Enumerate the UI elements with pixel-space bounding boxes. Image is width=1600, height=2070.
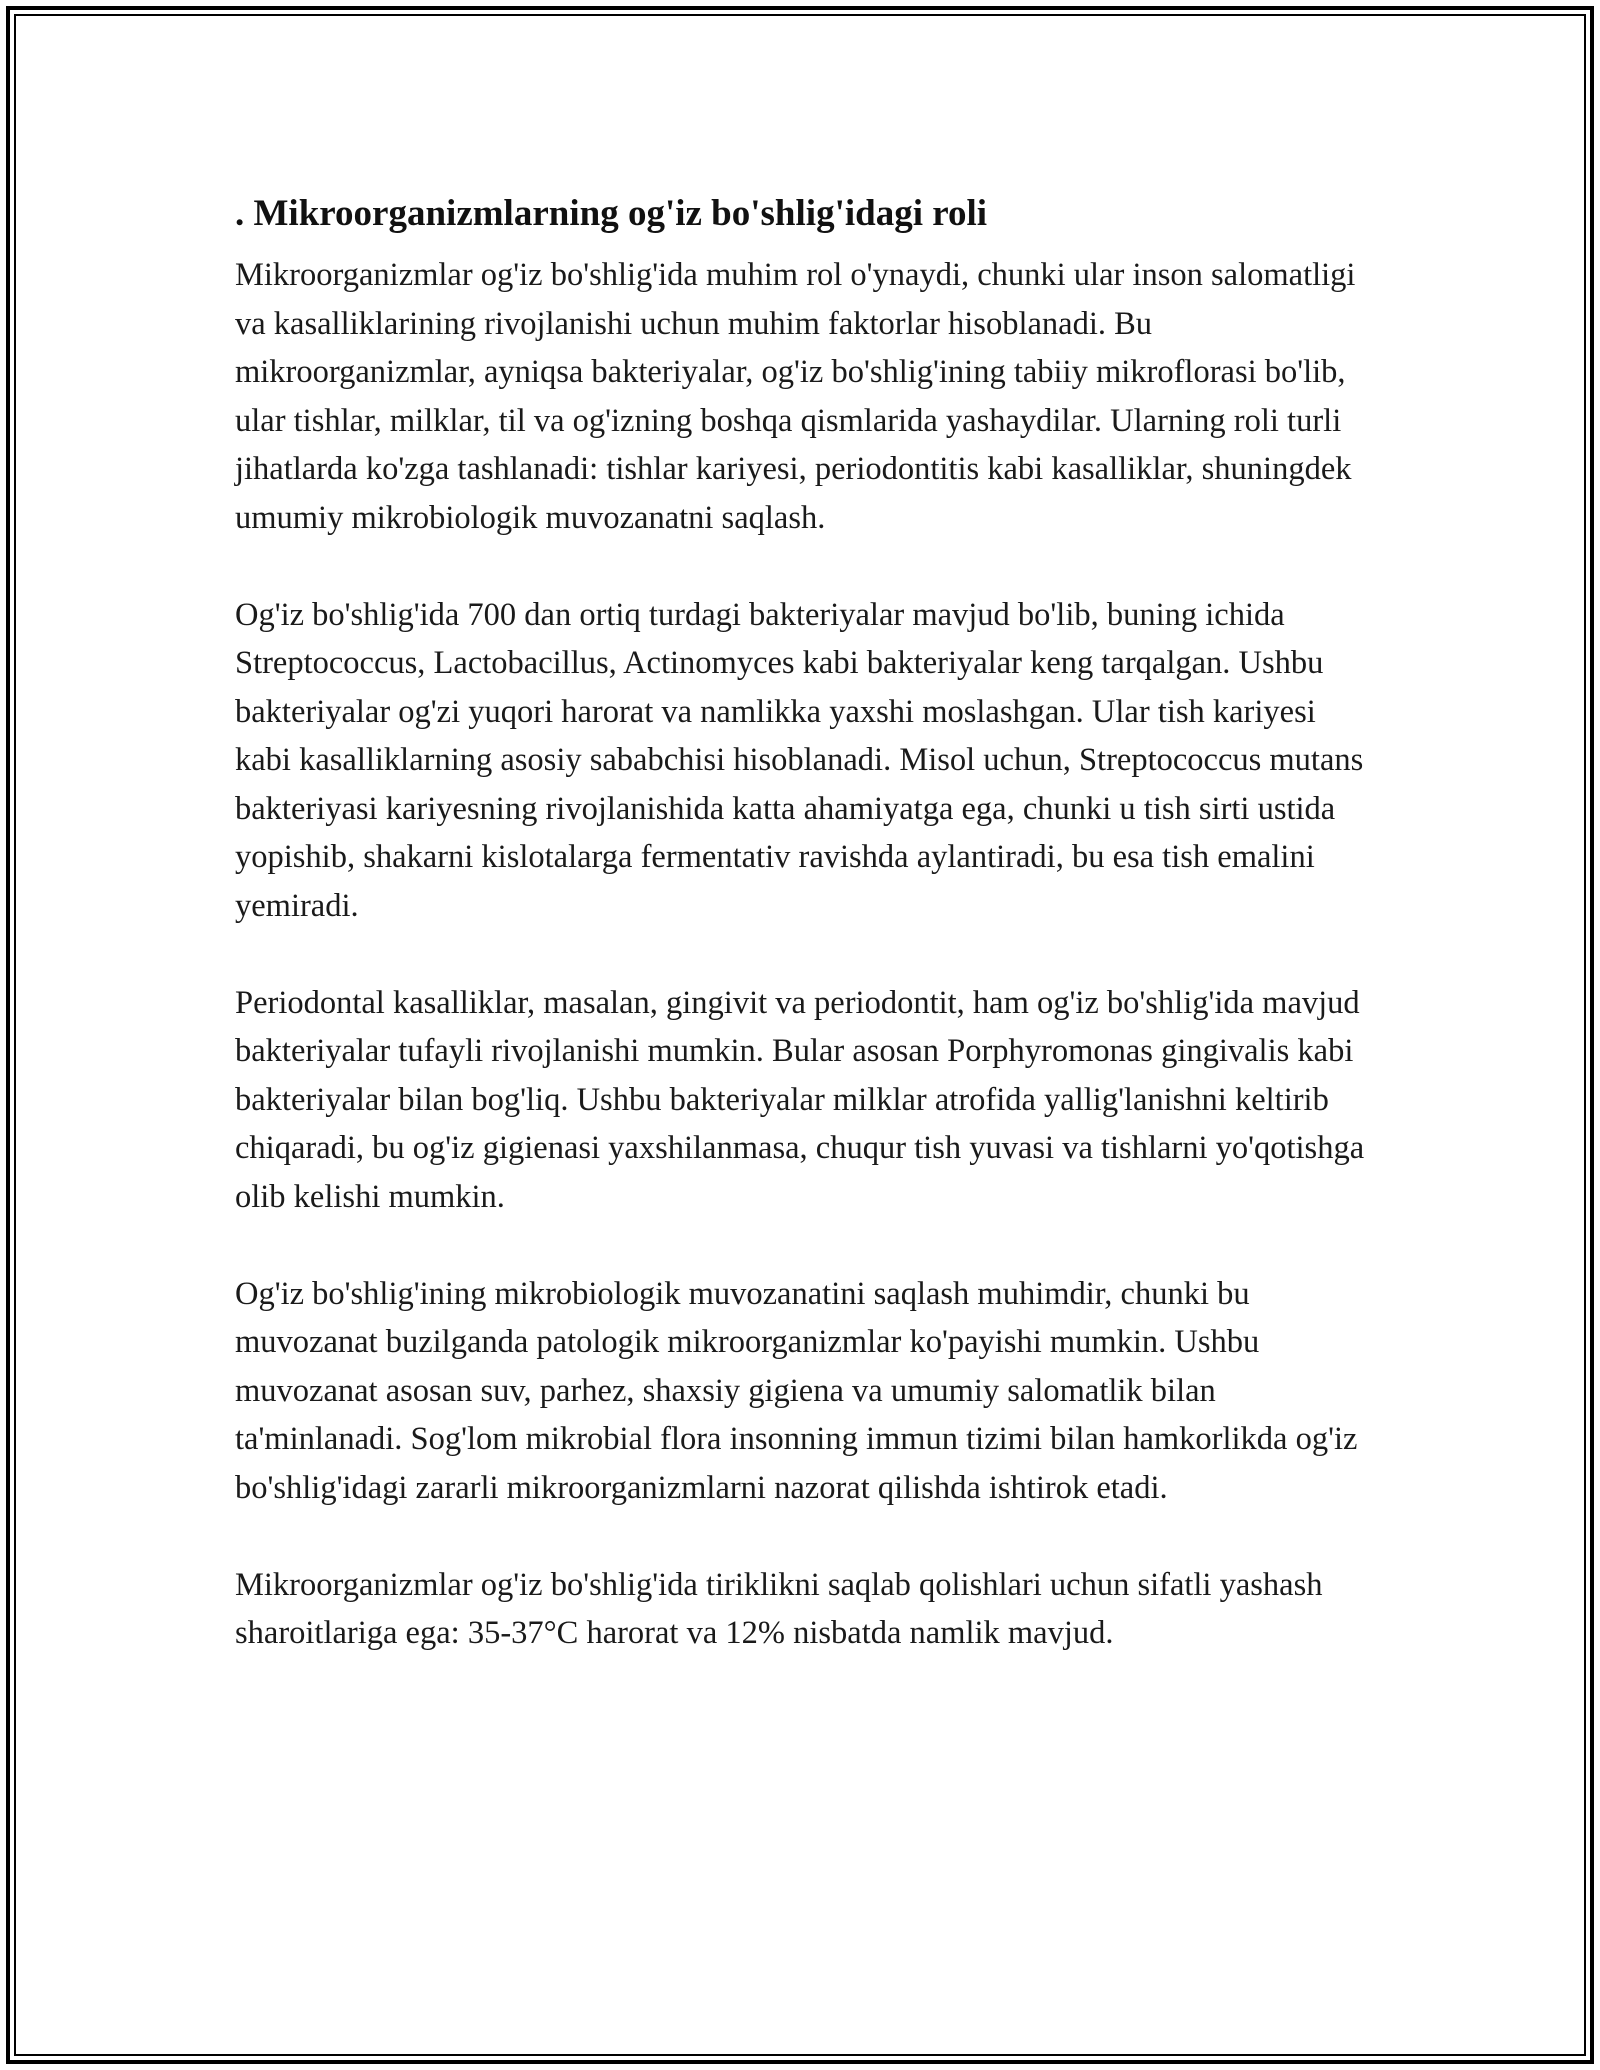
- paragraph-2: Og'iz bo'shlig'ida 700 dan ortiq turdagi bakteriyalar mavjud bo'lib, buning ichida Streptococcus, Lactobacillus, Actinomyces kabi bakteriyalar keng tarqalgan. Ushbu bakteriyalar og'zi yuqori harorat va namlikka yaxshi moslashgan. Ular tish kariyesi kabi kasalliklarning asosiy sababchisi hisoblanadi. Misol uchun, Streptococcus mutans bakteriyasi kariyesning rivojlanishida katta ahamiyatga ega, chunki u tish sirti ustida yopishib, shakarni kislotalarga fermentativ ravishda aylantiradi, bu esa tish emalini yemiradi.: [235, 596, 1364, 924]
- paragraph-5: Mikroorganizmlar og'iz bo'shlig'ida tiriklikni saqlab qolishlari uchun sifatli yashash sharoitlariga ega: 35-37°C harorat va 12% nisbatda namlik mavjud.: [235, 1566, 1323, 1651]
- document-body: [235, 185, 1375, 1658]
- document-heading: . Mikroorganizmlarning og'iz bo'shlig'idagi roli: [235, 193, 988, 234]
- paragraph-3: Periodontal kasalliklar, masalan, gingivit va periodontit, ham og'iz bo'shlig'ida mavjud bakteriyalar tufayli rivojlanishi mumkin. Bular asosan Porphyromonas gingivalis kabi bakteriyalar bilan bog'liq. Ushbu bakteriyalar milklar atrofida yallig'lanishni keltirib chiqaradi, bu og'iz gigienasi yaxshilanmasa, chuqur tish yuvasi va tishlarni yo'qotishga olib kelishi mumkin.: [235, 984, 1365, 1215]
- paragraph-1: Mikroorganizmlar og'iz bo'shlig'ida muhim rol o'ynaydi, chunki ular inson salomatligi va kasalliklarining rivojlanishi uchun muhim faktorlar hisoblanadi. Bu mikroorganizmlar, ayniqsa bakteriyalar, og'iz bo'shlig'ining tabiiy mikroflorasi bo'lib, ular tishlar, milklar, til va og'izning boshqa qismlarida yashaydilar. Ularning roli turli jihatlarda ko'zga tashlanadi: tishlar kariyesi, periodontitis kabi kasalliklar, shuningdek umumiy mikrobiologik muvozanatni saqlash.: [235, 257, 1356, 536]
- paragraph-4: Og'iz bo'shlig'ining mikrobiologik muvozanatini saqlash muhimdir, chunki bu muvozanat buzilganda patologik mikroorganizmlar ko'payishi mumkin. Ushbu muvozanat asosan suv, parhez, shaxsiy gigiena va umumiy salomatlik bilan ta'minlanadi. Sog'lom mikrobial flora insonning immun tizimi bilan hamkorlikda og'iz bo'shlig'idagi zararli mikroorganizmlarni nazorat qilishda ishtirok etadi.: [235, 1275, 1358, 1506]
